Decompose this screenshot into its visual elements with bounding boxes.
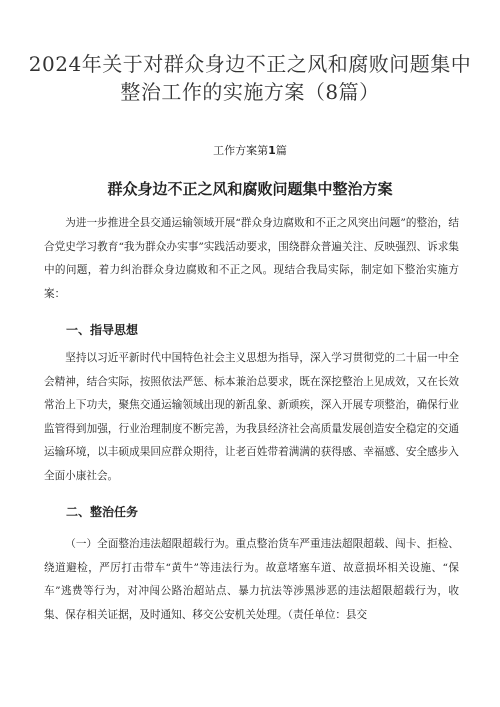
tasks-paragraph: （一）全面整治违法超限超载行为。重点整治货车严重违法超限超载、闯卡、拒检、绕道避检，严厉打击带车“黄牛”等违法行为。故意堵塞车道、故意损坏相关设施、“保车”逃费等行为，对冲闯公路治超站点、暴力抗法等涉黑涉恶的违法超限超载行为，收集、保存相关证据，及时通知、移交公安机关处理。（责任单位：县交 bbox=[44, 538, 459, 621]
section-heading-tasks: 二、整治任务 bbox=[66, 505, 139, 519]
section-heading-guiding-ideology: 一、指导思想 bbox=[66, 323, 139, 337]
document-main-title: 2024年关于对群众身边不正之风和腐败问题集中整治工作的实施方案（8篇） bbox=[28, 52, 472, 104]
subtitle-prefix: 工作方案第 bbox=[213, 144, 269, 157]
guiding-ideology-paragraph: 坚持以习近平新时代中国特色社会主义思想为指导，深入学习贯彻党的二十届一中全会精神，结合实际，按照依法严惩、标本兼治总要求，既在深挖整治上见成效，又在长效常治上下功夫，聚焦交通运输领域出现的新乱象、新顽疾，深入开展专项整治，确保行业监管得到加强，行业治理制度不断完善，为我县经济社会高质量发展创造安全稳定的交通运输环境，以丰硕成果回应群众期待，让老百姓带着满满的获得感、幸福感、安全感步入全面小康社会。 bbox=[44, 352, 459, 482]
subtitle-number: 1 bbox=[268, 144, 276, 157]
intro-paragraph: 为进一步推进全县交通运输领域开展“群众身边腐败和不正之风突出问题”的整治，结合党史学习教育“我为群众办实事”实践活动要求，围绕群众普遍关注、反映强烈、诉求集中的问题，着力纠治群众身边腐败和不正之风。现结合我局实际，制定如下整治实施方案： bbox=[44, 217, 459, 300]
plan-title: 群众身边不正之风和腐败问题集中整治方案 bbox=[107, 180, 393, 198]
subtitle-suffix: 篇 bbox=[275, 144, 287, 157]
chapter-subtitle bbox=[0, 143, 500, 159]
